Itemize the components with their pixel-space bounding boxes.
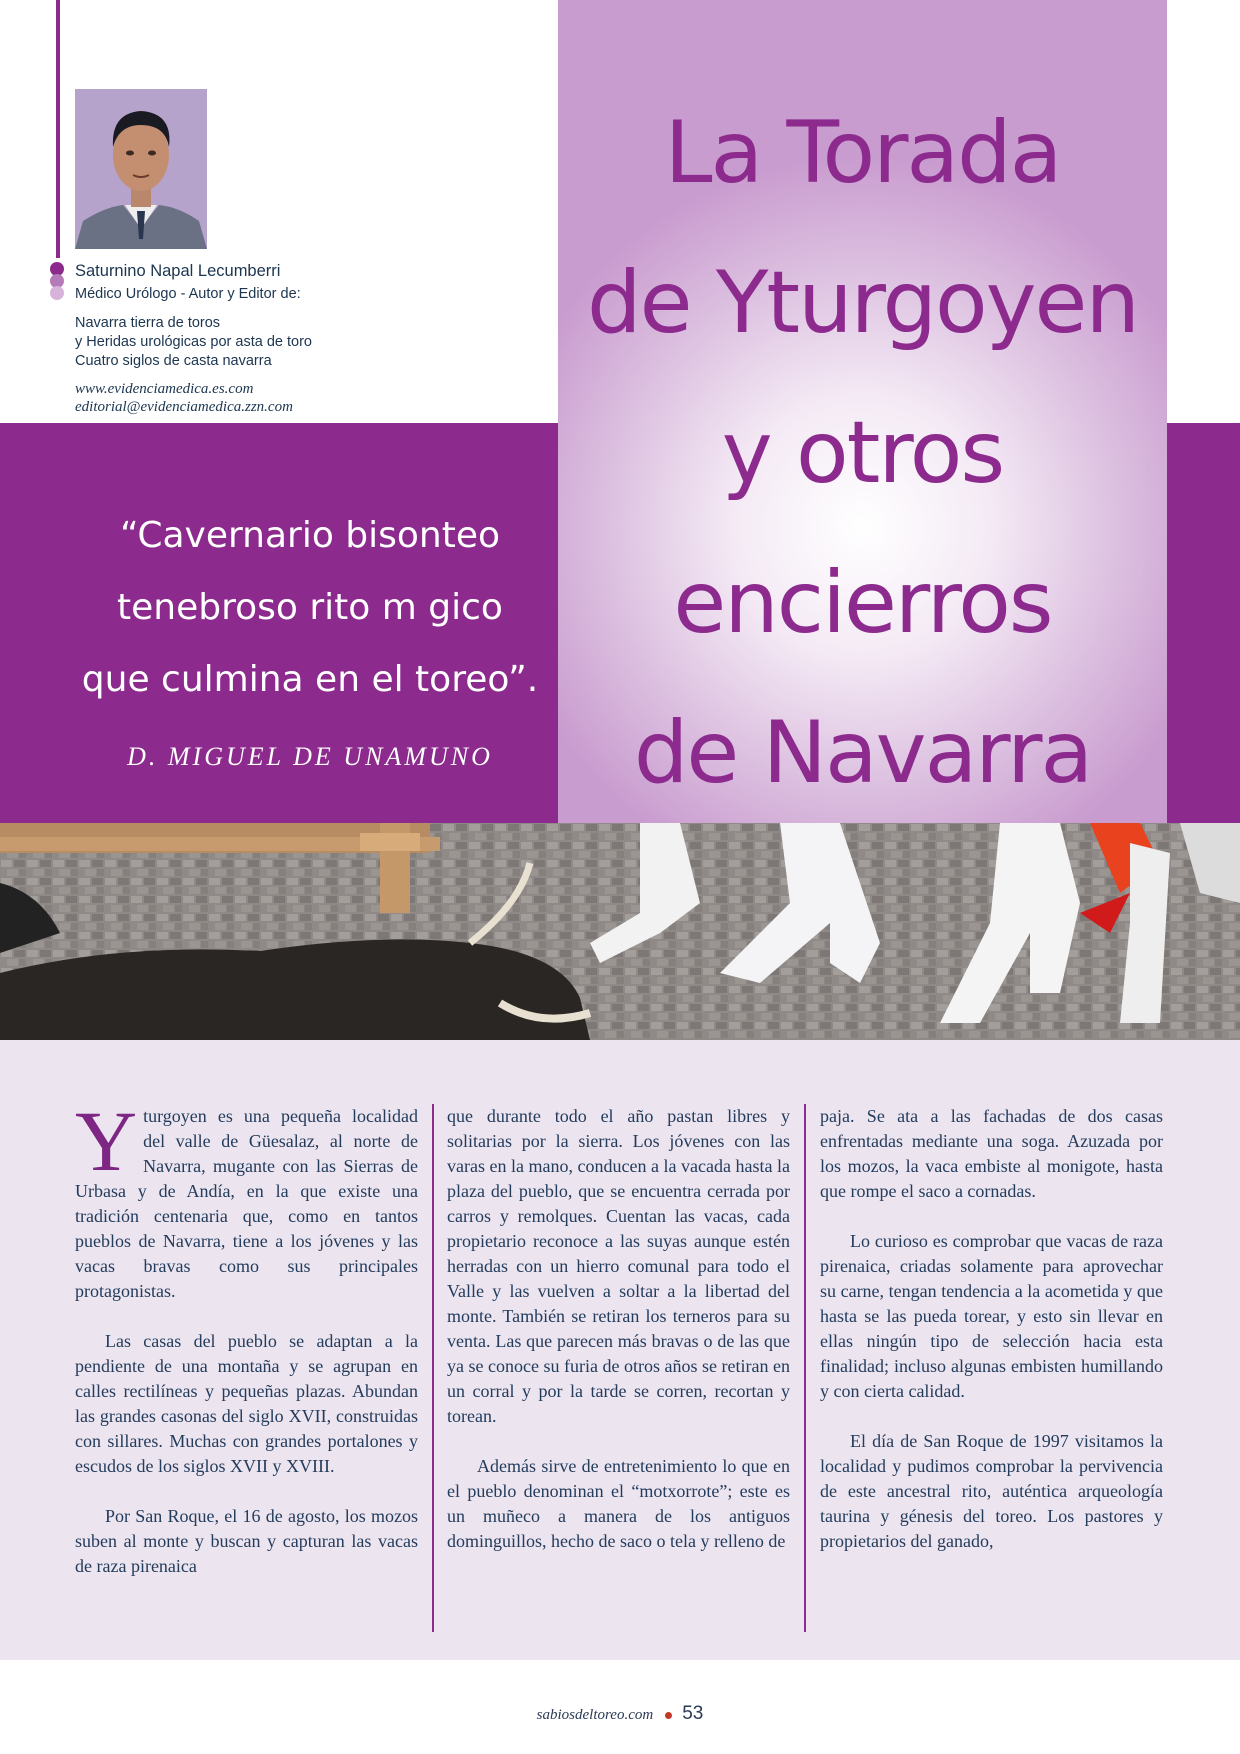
author-website: www.evidenciamedica.es.com bbox=[75, 381, 254, 397]
page-number: 53 bbox=[682, 1703, 704, 1724]
pull-quote bbox=[60, 500, 560, 716]
title-line: La Torada bbox=[664, 103, 1061, 203]
article-column-3 bbox=[820, 1104, 1163, 1579]
decorative-dot bbox=[50, 286, 64, 300]
title-line: de Yturgoyen bbox=[587, 253, 1138, 353]
quote-attribution: D. MIGUEL DE UNAMUNO bbox=[127, 742, 493, 771]
column-divider bbox=[432, 1104, 434, 1632]
article-column-1 bbox=[75, 1093, 418, 1604]
author-book: y Heridas urológicas por asta de toro bbox=[75, 334, 312, 350]
author-info bbox=[75, 262, 405, 416]
decorative-vertical-line bbox=[56, 0, 60, 258]
quote-line: que culmina en el toreo”. bbox=[81, 659, 539, 700]
title-panel bbox=[558, 0, 1167, 823]
author-role: Médico Urólogo - Autor y Editor de: bbox=[75, 286, 301, 302]
article-title bbox=[558, 78, 1167, 828]
author-book: Navarra tierra de toros bbox=[75, 315, 221, 331]
paragraph: Además sirve de entretenimiento lo que en el pueblo denominan el “motxorrote”; este es un muñeco a manera de los antiguos dominguillos, hecho de saco o tela y relleno de bbox=[447, 1456, 790, 1551]
footer-dot bbox=[665, 1712, 672, 1719]
quote-line: “Cavernario bisonteo bbox=[119, 515, 501, 556]
drop-cap: Y bbox=[75, 1093, 138, 1189]
title-line: encierros bbox=[673, 553, 1052, 653]
author-book: Cuatro siglos de casta navarra bbox=[75, 353, 272, 369]
title-line: y otros bbox=[721, 403, 1004, 503]
page-footer bbox=[0, 1703, 1240, 1725]
paragraph: que durante todo el año pastan libres y solitarias por la sierra. Los jóvenes con las varas en la mano, conducen a la vacada hasta la plaza del pueblo, que se encuentra cerrada por carros y remolques. Cuentan las vacas, cada propietario reconoce a las suyas aunque estén herradas con un hierro comunal para todo el Valle y las vuelven a soltar a la libertad del monte. También se retiran los terneros para su venta. Las que parecen más bravas o de las que ya se conoce su furia de otros años se retiran en un corral y por la tarde se corren, recortan y torean. bbox=[447, 1106, 790, 1426]
paragraph: Las casas del pueblo se adaptan a la pendiente de una montaña y se agrupan en calles rectilíneas y pequeñas plazas. Abundan las grandes casonas del siglo XVII, construidas con sillares. Muchas con grandes portalones y escudos de los siglos XVII y XVIII. bbox=[75, 1331, 418, 1476]
footer-site: sabiosdeltoreo.com bbox=[536, 1707, 654, 1723]
author-email: editorial@evidenciamedica.zzn.com bbox=[75, 399, 293, 415]
paragraph: El día de San Roque de 1997 visitamos la localidad y pudimos comprobar la pervivencia de este ancestral rito, auténtica arqueología taurina y génesis del toreo. Los pastores y propietarios del ganado, bbox=[820, 1431, 1163, 1551]
paragraph: Por San Roque, el 16 de agosto, los mozos suben al monte y buscan y capturan las vacas de raza pirenaica bbox=[75, 1506, 418, 1576]
quote-line: tenebroso rito m gico bbox=[117, 587, 503, 628]
title-line: de Navarra bbox=[633, 703, 1092, 803]
paragraph: paja. Se ata a las fachadas de dos casas enfrentadas mediante una soga. Azuzada por los mozos, la vaca embiste al monigote, hasta que rompe el saco a cornadas. bbox=[820, 1106, 1163, 1201]
author-name: Saturnino Napal Lecumberri bbox=[75, 262, 281, 280]
paragraph: Lo curioso es comprobar que vacas de raza pirenaica, criadas solamente para aprovechar su carne, tengan tendencia a la acometida y que hasta se las pueda torear, y esto sin llevar en ellas ningún tipo de selección hacia esta finalidad; incluso algunas embisten humillando y con cierta calidad. bbox=[820, 1231, 1163, 1401]
paragraph: turgoyen es una pequeña localidad del valle de Güesalaz, al norte de Navarra, mugante con las Sierras de Urbasa y de Andía, en la que existe una tradición centenaria que, como en tantos pueblos de Navarra, tiene a los jóvenes y las vacas bravas como sus principales protagonistas. bbox=[75, 1106, 418, 1301]
encierro-photo bbox=[0, 823, 1240, 1040]
column-divider bbox=[804, 1104, 806, 1632]
author-photo bbox=[75, 89, 207, 249]
article-column-2 bbox=[447, 1104, 790, 1579]
